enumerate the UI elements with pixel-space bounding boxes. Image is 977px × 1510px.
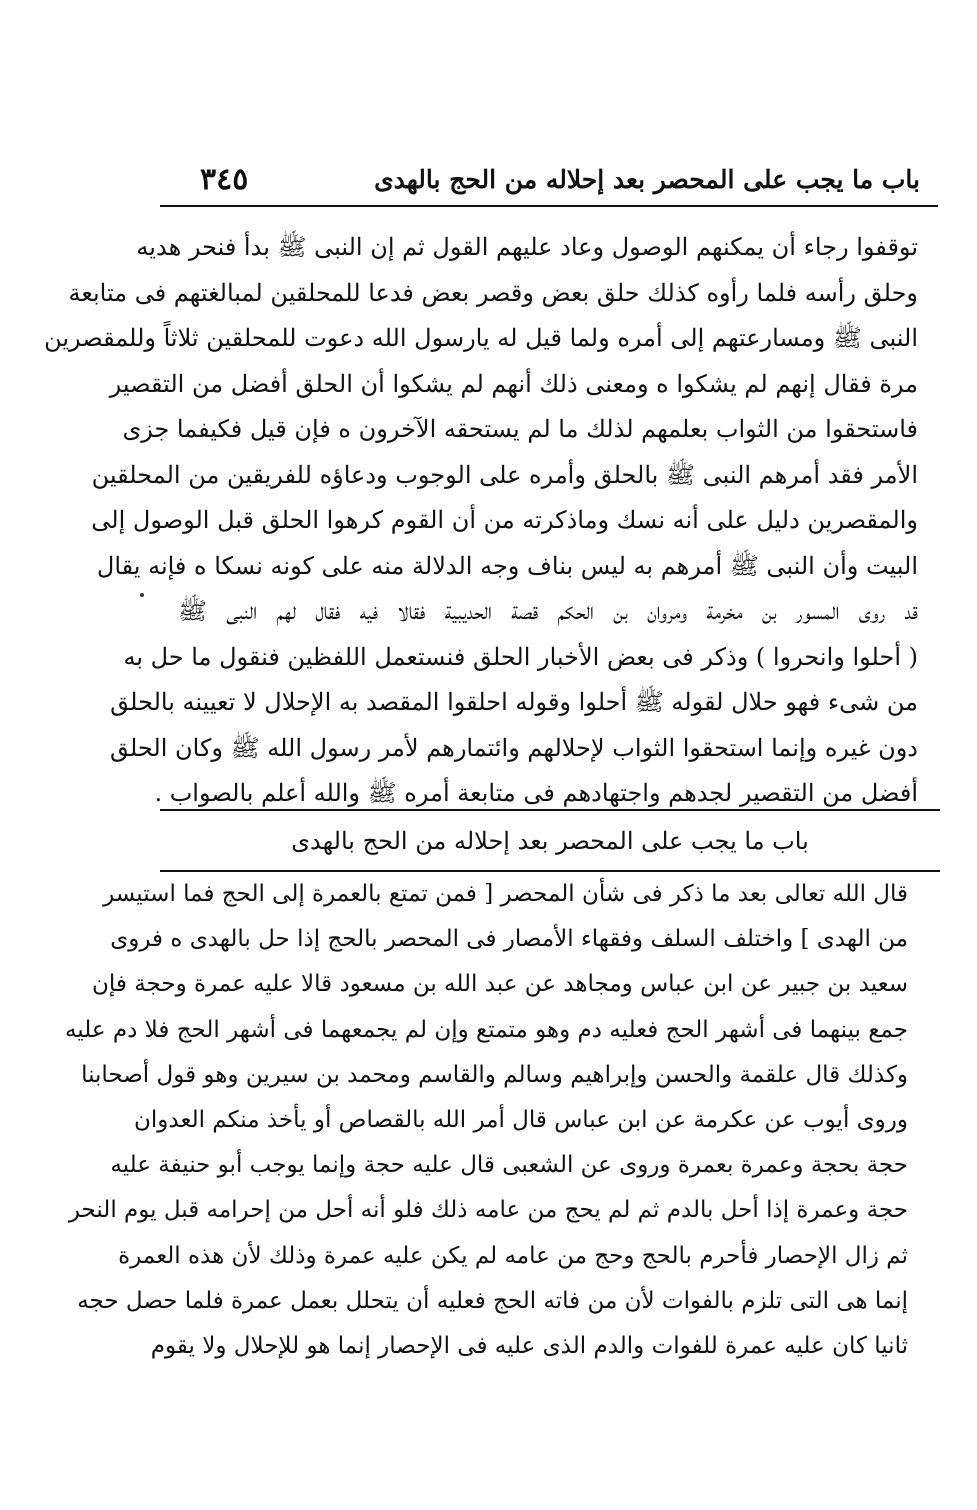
text-line: جمع بينهما فى أشهر الحج فعليه دم وهو متمتع وإن لم يجمعهما فى أشهر الحج فلا دم عليه [64,1016,908,1043]
text-line: من الهدى ] واختلف السلف وفقهاء الأمصار فى المحصر بالحج إذا حل بالهدى ه فروى [110,926,908,953]
header-rule [160,205,938,207]
text-line: دون غيره وإنما استحقوا الثواب لإحلالهم وائتمارهم لأمر رسول الله ﷺ وكان الحلق [109,733,918,762]
text-line: مرة فقال إنهم لم يشكوا ه ومعنى ذلك أنهم لم يشكوا أن الحلق أفضل من التقصير [109,369,918,398]
text-line: حجة بحجة وعمرة بعمرة وروى عن الشعبى قال عليه حجة وإنما يوجب أبو حنيفة عليه [110,1152,908,1179]
text-line: أفضل من التقصير لجدهم واجتهادهم فى متابعة أمره ﷺ والله أعلم بالصواب . [154,779,918,807]
running-header [160,160,940,200]
text-block-bottom [64,872,908,1369]
text-line: والمقصرين دليل على أنه نسك وماذكرته من أن القوم كرهوا الحلق قبل الوصول إلى [91,506,918,534]
text-line: إنما هى التى تلزم بالفوات لأن من فاته الحج فعليه أن يتحلل بعمل عمرة فلما حصل حجه [77,1287,908,1314]
running-title: باب ما يجب على المحصر بعد إحلاله من الحج بالهدى [374,165,920,194]
text-line: حجة وعمرة إذا أحل بالدم ثم لم يحج من عامه ذلك فلو أنه أحل من إحرامه قبل يوم النحر [68,1197,908,1224]
text-line: وروى أيوب عن عكرمة عن ابن عباس قال أمر الله بالقصاص أو يأخذ منكم العدوان [134,1106,908,1133]
text-line: وحلق رأسه فلما رأوه كذلك حلق بعض وقصر بعض فدعا للمحلقين لمبالغتهم فى متابعة [68,278,918,307]
text-line: قد روى المسور بن مخرمة ومروان بن الحكم قصة الحديبية فقالا فيه فقال لهم النبى ﷺ [178,597,918,625]
text-line: سعيد بن جبير عن ابن عباس ومجاهد عن عبد الله بن مسعود قالا عليه عمرة وحجة فإن [92,971,908,998]
text-line: قال الله تعالى بعد ما ذكر فى شأن المحصر [ فمن تمتع بالعمرة إلى الحج فما استيسر [103,881,908,907]
text-line: فاستحقوا من الثواب بعلمهم لذلك ما لم يستحقه الآخرون ه فإن قيل فكيفما جزى [122,415,918,443]
text-line: ( أحلوا وانحروا ) وذكر فى بعض الأخبار الحلق فنستعمل اللفظين فنقول ما حل به [123,642,918,671]
text-line: توقفوا رجاء أن يمكنهم الوصول وعاد عليهم القول ثم إن النبى ﷺ بدأ فنحر هديه [136,233,918,261]
section-heading: باب ما يجب على المحصر بعد إحلاله من الحج بالهدى [291,827,809,855]
text-line: الأمر فقد أمرهم النبى ﷺ بالحلق وأمره على الوجوب ودعاؤه للفريقين من المحلقين [91,460,918,489]
text-line: النبى ﷺ ومسارعتهم إلى أمره ولما قيل له يارسول الله دعوت للمحلقين ثلاثاً وللمقصرين [44,324,918,352]
text-line: البيت وأن النبى ﷺ أمرهم به ليس بناف وجه الدلالة منه على كونه نسكا ه فإنه يقال [96,551,918,580]
text-line: ثانيا كان عليه عمرة للفوات والدم الذى عليه فى الإحصار إنما هو للإحلال ولا يقوم [150,1332,908,1359]
text-line: وكذلك قال علقمة والحسن وإبراهيم وسالم والقاسم ومحمد بن سيرين وهو قول أصحابنا [81,1061,908,1088]
section-rule-top [160,809,940,811]
text-block-top [44,225,918,817]
margin-dot [140,593,144,597]
text-line: من شىء فهو حلال لقوله ﷺ أحلوا وقوله احلقوا المقصد به الإحلال لا تعيينه بالحلق [110,688,918,716]
text-line: ثم زال الإحصار فأحرم بالحج وحج من عامه لم يكن عليه عمرة وذلك لأن هذه العمرة [118,1242,908,1269]
page-number: ٣٤٥ [200,162,249,197]
